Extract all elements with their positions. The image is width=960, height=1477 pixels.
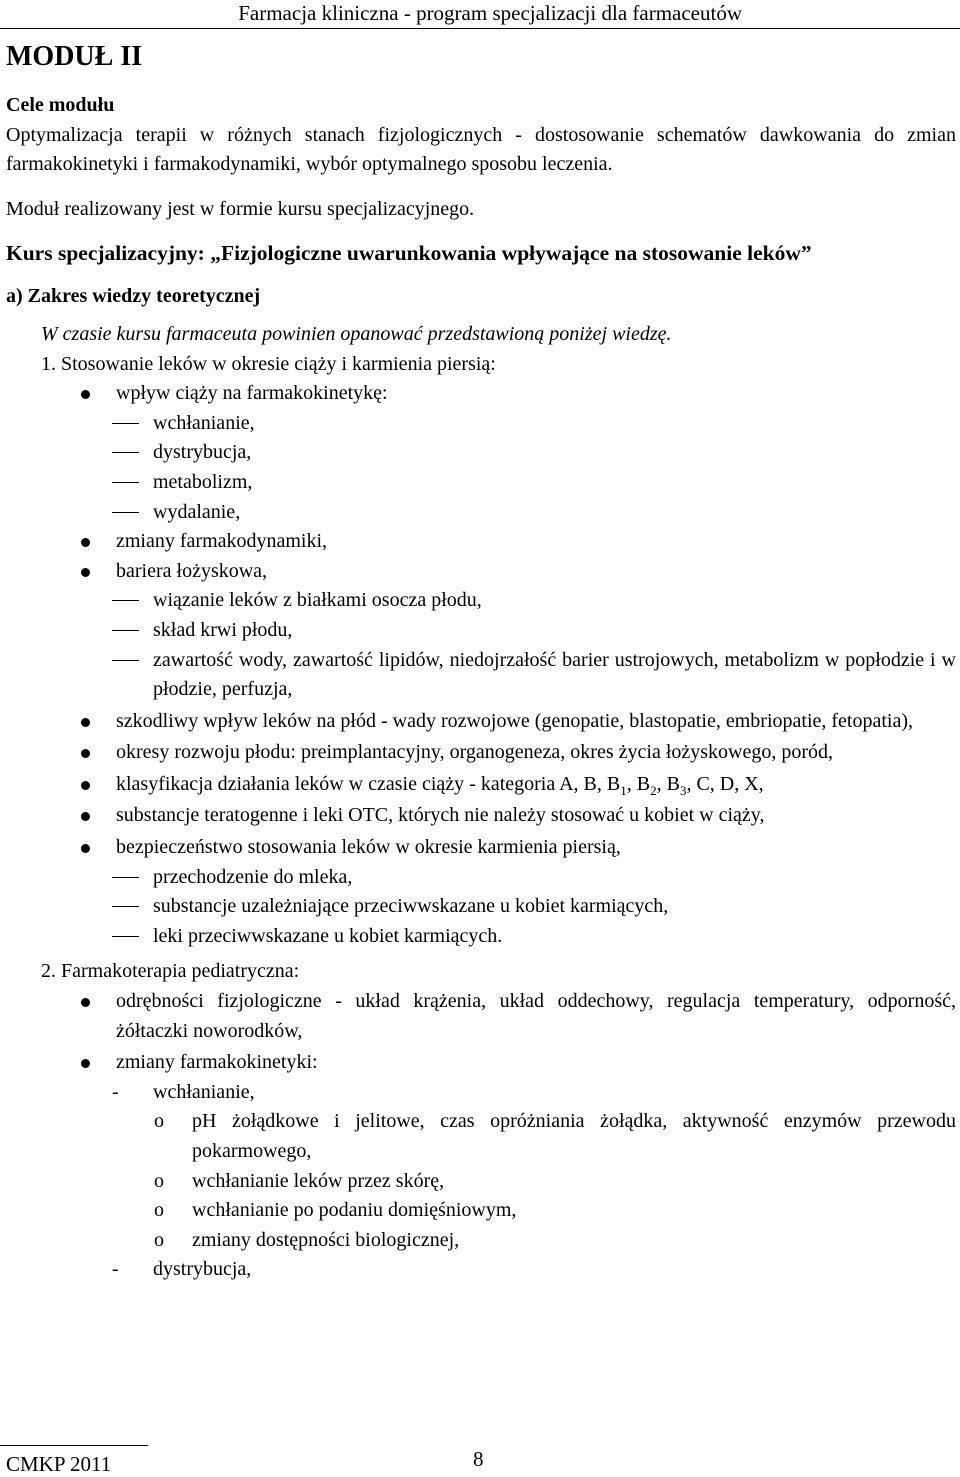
hyphen-marker: - (112, 1258, 119, 1281)
dash-icon (112, 630, 139, 631)
module-form-text: Moduł realizowany jest w formie kursu specjalizacyjnego. (6, 197, 475, 220)
list-item: - dystrybucja, (6, 1255, 956, 1285)
bullet-icon (81, 568, 90, 577)
list-item: o wchłanianie leków przez skórę, (6, 1167, 956, 1197)
hyphen-marker: - (112, 1080, 119, 1103)
list-item: zawartość wody, zawartość lipidów, niedojrzałość barier ustrojowych, metabolizm w popłodzie i w płodzie, perfuzja, (6, 646, 956, 705)
bullet-icon (81, 538, 90, 547)
list-item: przechodzenie do mleka, (6, 863, 956, 893)
list-item: leki przeciwwskazane u kobiet karmiących. (6, 922, 956, 952)
list-item: o wchłanianie po podaniu domięśniowym, (6, 1196, 956, 1226)
running-header (0, 0, 960, 29)
page-footer (0, 1445, 960, 1476)
dash-icon (112, 936, 139, 937)
dash-icon (112, 482, 139, 483)
goals-heading: Cele modułu (6, 94, 115, 116)
section-1-heading: 1. Stosowanie leków w okresie ciąży i karmienia piersią: (41, 352, 496, 375)
list-item: o zmiany dostępności biologicznej, (6, 1226, 956, 1256)
list-item: wpływ ciąży na farmakokinetykę: (6, 379, 956, 409)
dash-icon (112, 423, 139, 424)
circle-marker: o (154, 1169, 164, 1192)
circle-marker: o (154, 1228, 164, 1251)
list-item: o pH żołądkowe i jelitowe, czas opróżniania żołądka, aktywność enzymów przewodu pokarmowego, (6, 1107, 956, 1166)
intro-text: W czasie kursu farmaceuta powinien opanować przedstawioną poniżej wiedzę. (41, 322, 672, 345)
section-2-heading: 2. Farmakoterapia pediatryczna: (41, 960, 300, 983)
list-item: bariera łożyskowa, (6, 557, 956, 587)
bullet-icon (81, 718, 90, 727)
list-item: szkodliwy wpływ leków na płód - wady rozwojowe (genopatie, blastopatie, embriopatie, fetopatia), (6, 707, 956, 737)
list-item: zmiany farmakodynamiki, (6, 527, 956, 557)
course-title: Kurs specjalizacyjny: „Fizjologiczne uwarunkowania wpływające na stosowanie leków” (6, 241, 812, 266)
goals-text: Optymalizacja terapii w różnych stanach fizjologicznych - dostosowanie schematów dawkowania do zmian farmakokinetyki i farmakodynamiki, wybór optymalnego sposobu leczenia. (6, 123, 956, 176)
bullet-icon (81, 998, 90, 1007)
list-item: - wchłanianie, (6, 1078, 956, 1108)
list-item: odrębności fizjologiczne - układ krążenia, układ oddechowy, regulacja temperatury, odporność, żółtaczki noworodków, (6, 987, 956, 1046)
bullet-icon (81, 781, 90, 790)
dash-icon (112, 660, 139, 661)
list-item: klasyfikacja działania leków w czasie ciąży - kategoria A, B, $B_1$, $B_2$, $B_3$, C, D, X, (6, 770, 956, 800)
list-item: wchłanianie, (6, 409, 956, 439)
dash-icon (112, 600, 139, 601)
list-item: metabolizm, (6, 468, 956, 498)
list-item: wydalanie, (6, 498, 956, 528)
circle-marker: o (154, 1199, 164, 1222)
dash-icon (112, 877, 139, 878)
list-item: zmiany farmakokinetyki: (6, 1048, 956, 1078)
module-title: MODUŁ II (6, 41, 143, 72)
dash-icon (112, 906, 139, 907)
circle-marker: o (154, 1110, 164, 1133)
running-header-title: Farmacja kliniczna - program specjalizacji dla farmaceutów (238, 1, 742, 25)
section-a-heading: a) Zakres wiedzy teoretycznej (6, 285, 261, 308)
list-item: dystrybucja, (6, 438, 956, 468)
list-item: substancje teratogenne i leki OTC, których nie należy stosować u kobiet w ciąży, (6, 801, 956, 831)
list-item: wiązanie leków z białkami osocza płodu, (6, 586, 956, 616)
bullet-icon (81, 1059, 90, 1068)
footer-publisher: CMKP 2011 (6, 1452, 112, 1476)
page-number: 8 (473, 1447, 484, 1471)
bullet-icon (81, 844, 90, 853)
footer-rule (0, 1445, 148, 1446)
bullet-icon (81, 390, 90, 399)
dash-icon (112, 512, 139, 513)
bullet-icon (81, 812, 90, 821)
list-item: bezpieczeństwo stosowania leków w okresie karmienia piersią, (6, 833, 956, 863)
dash-icon (112, 452, 139, 453)
bullet-icon (81, 749, 90, 758)
list-item: okresy rozwoju płodu: preimplantacyjny, organogeneza, okres życia łożyskowego, poród, (6, 738, 956, 768)
list-item: substancje uzależniające przeciwwskazane u kobiet karmiących, (6, 892, 956, 922)
page-content (6, 40, 956, 1285)
list-item: skład krwi płodu, (6, 616, 956, 646)
